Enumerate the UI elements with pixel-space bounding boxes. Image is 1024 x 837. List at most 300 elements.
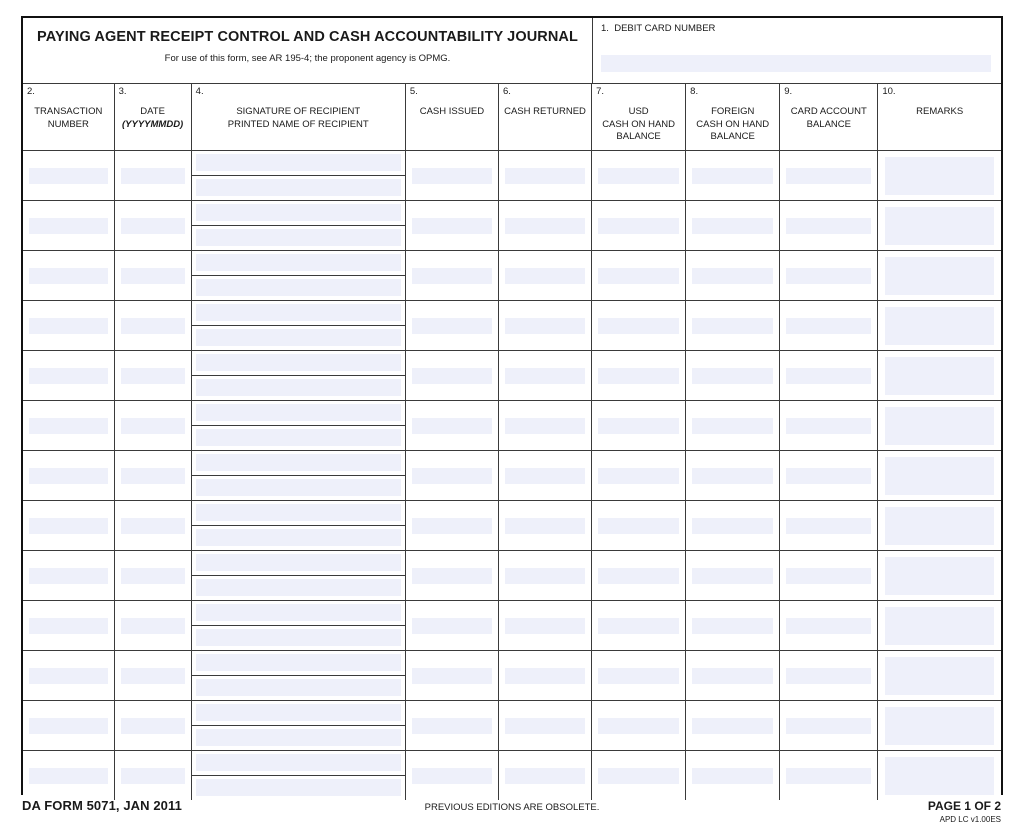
printed-name-of-recipient-input[interactable] [196,429,401,446]
signature-stack [192,351,405,400]
cell-date [114,151,191,201]
cell-date [114,651,191,701]
cell-cash-returned-input[interactable] [505,668,585,684]
cell-transaction-number [23,201,114,251]
cell-date [114,701,191,751]
cell-signature-printed-name [191,601,405,651]
column-label-line1: CASH RETURNED [504,106,586,117]
printed-name-half [192,326,405,351]
column-label-line2: PRINTED NAME OF RECIPIENT [227,118,369,130]
cell-foreign-cash-on-hand-balance-input[interactable] [692,418,773,434]
cell-cash-issued [405,451,498,501]
remarks-input[interactable] [885,257,994,295]
printed-name-of-recipient-input[interactable] [196,379,401,396]
cell-date-input[interactable] [121,368,185,384]
cell-cash-returned [498,601,591,651]
cell-cash-returned [498,351,591,401]
printed-name-half [192,726,405,751]
signature-half [192,501,405,526]
cell-signature-printed-name [191,351,405,401]
cell-foreign-cash-on-hand-balance [686,351,780,401]
printed-name-half [192,676,405,701]
column-label [194,106,403,131]
footer-form-id: DA FORM 5071, JAN 2011 [22,798,182,813]
column-header-cash-returned [498,84,591,151]
cell-transaction-number [23,501,114,551]
cell-cash-returned [498,151,591,201]
column-header-cash-issued [405,84,498,151]
printed-name-half [192,626,405,651]
cell-cash-issued [405,301,498,351]
cell-foreign-cash-on-hand-balance-input[interactable] [692,668,773,684]
signature-half [192,651,405,676]
printed-name-half [192,176,405,201]
remarks-input[interactable] [885,607,994,645]
cell-foreign-cash-on-hand-balance [686,401,780,451]
cell-remarks [878,201,1001,251]
cell-remarks [878,601,1001,651]
column-label [501,106,589,119]
cell-usd-cash-on-hand-balance [592,751,686,801]
signature-stack [192,451,405,500]
cell-date-input[interactable] [121,218,185,234]
remarks-input[interactable] [885,657,994,695]
printed-name-of-recipient-input[interactable] [196,179,401,196]
signature-of-recipient-input[interactable] [196,754,401,771]
cell-transaction-number [23,701,114,751]
cell-transaction-number [23,601,114,651]
cell-cash-returned-input[interactable] [505,618,585,634]
cell-usd-cash-on-hand-balance-input[interactable] [598,168,679,184]
cell-date [114,451,191,501]
cell-date-input[interactable] [121,768,185,784]
cell-usd-cash-on-hand-balance-input[interactable] [598,568,679,584]
cell-card-account-balance [780,251,878,301]
table-row [23,451,1001,501]
column-label-line1: CASH ISSUED [419,106,485,117]
cell-transaction-number [23,651,114,701]
cell-card-account-balance [780,401,878,451]
column-index: 3. [118,86,127,97]
cell-signature-printed-name [191,301,405,351]
cell-transaction-number [23,251,114,301]
cell-remarks [878,451,1001,501]
column-header-transaction-number [23,84,114,151]
printed-name-of-recipient-input[interactable] [196,779,401,796]
cell-remarks [878,401,1001,451]
cell-transaction-number-input[interactable] [29,668,108,684]
printed-name-half [192,426,405,451]
printed-name-of-recipient-input[interactable] [196,679,401,696]
signature-of-recipient-input[interactable] [196,154,401,171]
cell-cash-returned-input[interactable] [505,218,585,234]
cell-foreign-cash-on-hand-balance-input[interactable] [692,518,773,534]
cell-cash-issued-input[interactable] [412,218,492,234]
table-row [23,401,1001,451]
column-label-line1: REMARKS [916,106,964,117]
cell-signature-printed-name [191,501,405,551]
cell-foreign-cash-on-hand-balance-input[interactable] [692,218,773,234]
cell-card-account-balance-input[interactable] [786,668,871,684]
remarks-input[interactable] [885,357,994,395]
cell-cash-returned [498,301,591,351]
cell-card-account-balance [780,651,878,701]
remarks-input[interactable] [885,307,994,345]
column-label-line2: CASH ON HAND [696,118,770,130]
cell-cash-returned-input[interactable] [505,468,585,484]
cell-usd-cash-on-hand-balance-input[interactable] [598,668,679,684]
journal-body [23,151,1001,801]
column-label [782,106,875,131]
cell-signature-printed-name [191,201,405,251]
remarks-input[interactable] [885,557,994,595]
cell-transaction-number [23,551,114,601]
printed-name-of-recipient-input[interactable] [196,729,401,746]
cell-transaction-number-input[interactable] [29,468,108,484]
cell-cash-issued-input[interactable] [412,318,492,334]
cell-transaction-number-input[interactable] [29,518,108,534]
form-sheet [21,16,1003,795]
cell-cash-issued [405,651,498,701]
signature-half [192,551,405,576]
cell-usd-cash-on-hand-balance-input[interactable] [598,618,679,634]
signature-of-recipient-input[interactable] [196,254,401,271]
cell-card-account-balance-input[interactable] [786,368,871,384]
cell-cash-returned [498,201,591,251]
cell-usd-cash-on-hand-balance-input[interactable] [598,268,679,284]
cell-usd-cash-on-hand-balance-input[interactable] [598,418,679,434]
cell-signature-printed-name [191,651,405,701]
column-label-line2: NUMBER [47,118,89,130]
remarks-input[interactable] [885,707,994,745]
printed-name-half [192,276,405,301]
printed-name-of-recipient-input[interactable] [196,479,401,496]
cell-card-account-balance-input[interactable] [786,168,871,184]
cell-cash-issued-input[interactable] [412,568,492,584]
column-label-line1: USD [628,106,649,117]
cell-date [114,501,191,551]
column-label-line3: BALANCE [616,131,661,143]
cell-cash-issued-input[interactable] [412,768,492,784]
cell-date-input[interactable] [121,268,185,284]
signature-of-recipient-input[interactable] [196,354,401,371]
cell-date [114,201,191,251]
signature-of-recipient-input[interactable] [196,204,401,221]
cell-cash-returned-input[interactable] [505,168,585,184]
cell-foreign-cash-on-hand-balance-input[interactable] [692,368,773,384]
cell-cash-issued-input[interactable] [412,168,492,184]
cell-usd-cash-on-hand-balance-input[interactable] [598,768,679,784]
signature-of-recipient-input[interactable] [196,554,401,571]
column-label [880,106,999,119]
cell-cash-returned-input[interactable] [505,718,585,734]
column-index: 9. [784,86,793,97]
signature-stack [192,651,405,700]
cell-card-account-balance-input[interactable] [786,518,871,534]
column-label [117,106,189,131]
cell-remarks [878,701,1001,751]
cell-date-input[interactable] [121,318,185,334]
column-label [594,106,683,144]
cell-date-input[interactable] [121,518,185,534]
cell-usd-cash-on-hand-balance [592,401,686,451]
signature-of-recipient-input[interactable] [196,304,401,321]
journal-table [23,84,1001,800]
cell-usd-cash-on-hand-balance [592,701,686,751]
cell-foreign-cash-on-hand-balance-input[interactable] [692,768,773,784]
column-index: 6. [502,86,511,97]
cell-usd-cash-on-hand-balance-input[interactable] [598,518,679,534]
cell-cash-issued [405,601,498,651]
printed-name-of-recipient-input[interactable] [196,529,401,546]
cell-remarks [878,351,1001,401]
signature-half [192,601,405,626]
cell-foreign-cash-on-hand-balance-input[interactable] [692,618,773,634]
cell-card-account-balance-input[interactable] [786,618,871,634]
cell-card-account-balance [780,201,878,251]
cell-cash-issued [405,551,498,601]
cell-card-account-balance [780,551,878,601]
cell-foreign-cash-on-hand-balance [686,201,780,251]
cell-date-input[interactable] [121,618,185,634]
cell-cash-issued-input[interactable] [412,368,492,384]
cell-card-account-balance [780,501,878,551]
cell-card-account-balance-input[interactable] [786,568,871,584]
column-header-date [114,84,191,151]
cell-transaction-number-input[interactable] [29,268,108,284]
table-row [23,651,1001,701]
signature-stack [192,251,405,300]
cell-cash-returned-input[interactable] [505,518,585,534]
cell-card-account-balance-input[interactable] [786,768,871,784]
cell-card-account-balance-input[interactable] [786,468,871,484]
remarks-input[interactable] [885,457,994,495]
debit-card-number-input[interactable] [601,55,991,72]
cell-remarks [878,551,1001,601]
remarks-input[interactable] [885,507,994,545]
cell-cash-issued-input[interactable] [412,718,492,734]
cell-cash-issued-input[interactable] [412,668,492,684]
cell-foreign-cash-on-hand-balance-input[interactable] [692,318,773,334]
column-label-line1: TRANSACTION [34,106,103,117]
cell-date-input[interactable] [121,168,185,184]
cell-usd-cash-on-hand-balance-input[interactable] [598,718,679,734]
signature-of-recipient-input[interactable] [196,404,401,421]
printed-name-half [192,476,405,501]
cell-date-input[interactable] [121,718,185,734]
cell-card-account-balance [780,751,878,801]
cell-cash-returned-input[interactable] [505,568,585,584]
signature-half [192,751,405,776]
cell-date [114,351,191,401]
cell-cash-returned-input[interactable] [505,318,585,334]
cell-usd-cash-on-hand-balance [592,651,686,701]
signature-stack [192,301,405,350]
cell-cash-issued-input[interactable] [412,518,492,534]
column-label-line1: CARD ACCOUNT [790,106,867,117]
column-label-line2: CASH ON HAND [602,118,676,130]
column-label [408,106,496,119]
signature-stack [192,551,405,600]
cell-card-account-balance-input[interactable] [786,318,871,334]
cell-signature-printed-name [191,551,405,601]
footer-obsolete-note: PREVIOUS EDITIONS ARE OBSOLETE. [424,802,600,813]
cell-transaction-number-input[interactable] [29,718,108,734]
signature-half [192,451,405,476]
column-header-signature [191,84,405,151]
signature-of-recipient-input[interactable] [196,654,401,671]
printed-name-of-recipient-input[interactable] [196,279,401,296]
cell-usd-cash-on-hand-balance-input[interactable] [598,468,679,484]
cell-usd-cash-on-hand-balance-input[interactable] [598,318,679,334]
cell-cash-returned [498,551,591,601]
signature-stack [192,501,405,550]
printed-name-of-recipient-input[interactable] [196,629,401,646]
printed-name-half [192,376,405,401]
cell-foreign-cash-on-hand-balance [686,151,780,201]
cell-card-account-balance [780,701,878,751]
cell-cash-issued-input[interactable] [412,618,492,634]
cell-card-account-balance-input[interactable] [786,418,871,434]
cell-foreign-cash-on-hand-balance-input[interactable] [692,268,773,284]
cell-signature-printed-name [191,751,405,801]
cell-cash-returned-input[interactable] [505,418,585,434]
signature-stack [192,201,405,250]
cell-transaction-number-input[interactable] [29,368,108,384]
column-header-card-account-balance [780,84,878,151]
cell-transaction-number-input[interactable] [29,218,108,234]
cell-usd-cash-on-hand-balance [592,601,686,651]
page-title: PAYING AGENT RECEIPT CONTROL AND CASH ACCOUNTABILITY JOURNAL [37,29,578,45]
journal-header-row [23,84,1001,151]
signature-of-recipient-input[interactable] [196,504,401,521]
cell-usd-cash-on-hand-balance [592,501,686,551]
debit-card-number-text: DEBIT CARD NUMBER [614,23,716,34]
cell-date-input[interactable] [121,668,185,684]
cell-card-account-balance-input[interactable] [786,218,871,234]
signature-stack [192,701,405,750]
cell-transaction-number-input[interactable] [29,418,108,434]
form-footer [21,798,1003,832]
cell-usd-cash-on-hand-balance-input[interactable] [598,368,679,384]
cell-signature-printed-name [191,701,405,751]
signature-half [192,701,405,726]
signature-of-recipient-input[interactable] [196,454,401,471]
remarks-input[interactable] [885,157,994,195]
cell-date-input[interactable] [121,468,185,484]
cell-foreign-cash-on-hand-balance [686,501,780,551]
cell-cash-issued [405,351,498,401]
cell-cash-returned [498,651,591,701]
form-header-band [23,18,1001,84]
cell-usd-cash-on-hand-balance [592,451,686,501]
cell-cash-issued-input[interactable] [412,468,492,484]
remarks-input[interactable] [885,757,994,795]
cell-foreign-cash-on-hand-balance-input[interactable] [692,718,773,734]
cell-foreign-cash-on-hand-balance-input[interactable] [692,168,773,184]
cell-usd-cash-on-hand-balance-input[interactable] [598,218,679,234]
cell-foreign-cash-on-hand-balance [686,701,780,751]
cell-transaction-number-input[interactable] [29,318,108,334]
cell-date-input[interactable] [121,418,185,434]
footer-page-number: PAGE 1 OF 2 [927,799,1001,813]
column-index: 2. [27,86,35,97]
table-row [23,251,1001,301]
printed-name-of-recipient-input[interactable] [196,329,401,346]
cell-foreign-cash-on-hand-balance-input[interactable] [692,568,773,584]
printed-name-of-recipient-input[interactable] [196,579,401,596]
remarks-input[interactable] [885,207,994,245]
cell-card-account-balance-input[interactable] [786,718,871,734]
signature-of-recipient-input[interactable] [196,704,401,721]
column-label [688,106,777,144]
table-row [23,601,1001,651]
signature-half [192,351,405,376]
table-row [23,201,1001,251]
column-index: 8. [690,86,699,97]
cell-transaction-number-input[interactable] [29,618,108,634]
footer-version: APD LC v1.00ES [939,815,1001,824]
signature-of-recipient-input[interactable] [196,604,401,621]
cell-transaction-number-input[interactable] [29,168,108,184]
cell-cash-returned-input[interactable] [505,368,585,384]
cell-card-account-balance [780,601,878,651]
cell-date [114,751,191,801]
cell-transaction-number [23,451,114,501]
printed-name-half [192,576,405,601]
signature-half [192,251,405,276]
printed-name-of-recipient-input[interactable] [196,229,401,246]
column-label-line2: BALANCE [806,118,851,130]
cell-remarks [878,301,1001,351]
debit-card-number-cell [593,18,1001,83]
remarks-input[interactable] [885,407,994,445]
printed-name-half [192,526,405,551]
table-row [23,301,1001,351]
cell-card-account-balance-input[interactable] [786,268,871,284]
cell-cash-returned-input[interactable] [505,768,585,784]
cell-transaction-number [23,151,114,201]
cell-cash-issued-input[interactable] [412,418,492,434]
cell-cash-issued [405,701,498,751]
signature-stack [192,151,405,200]
cell-transaction-number [23,401,114,451]
signature-stack [192,601,405,650]
cell-remarks [878,501,1001,551]
cell-date-input[interactable] [121,568,185,584]
cell-remarks [878,151,1001,201]
cell-foreign-cash-on-hand-balance-input[interactable] [692,468,773,484]
cell-usd-cash-on-hand-balance [592,551,686,601]
cell-transaction-number [23,301,114,351]
cell-cash-issued [405,401,498,451]
cell-foreign-cash-on-hand-balance [686,601,780,651]
cell-transaction-number-input[interactable] [29,768,108,784]
cell-foreign-cash-on-hand-balance [686,651,780,701]
cell-cash-issued [405,201,498,251]
column-index: 4. [195,86,204,97]
signature-stack [192,751,405,800]
cell-usd-cash-on-hand-balance [592,301,686,351]
cell-cash-issued-input[interactable] [412,268,492,284]
column-label-line1: FOREIGN [711,106,755,117]
cell-cash-returned-input[interactable] [505,268,585,284]
cell-card-account-balance [780,301,878,351]
column-label-format-hint: (YYYYMMDD) [122,118,184,130]
cell-signature-printed-name [191,151,405,201]
column-label-line1: DATE [140,106,165,117]
cell-transaction-number-input[interactable] [29,568,108,584]
